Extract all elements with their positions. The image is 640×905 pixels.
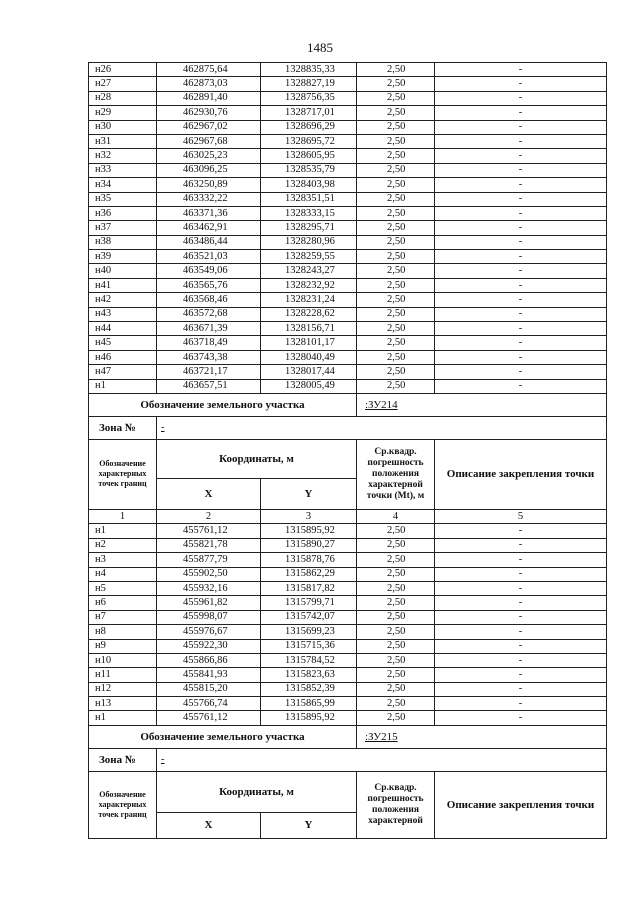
header-row-1	[89, 439, 607, 478]
y-coordinate-cell: 1315878,76	[261, 553, 357, 567]
accuracy-cell: 2,50	[357, 711, 435, 725]
header-y: Y	[261, 812, 357, 838]
point-id-cell: н35	[89, 192, 157, 206]
description-cell: -	[435, 336, 607, 350]
y-coordinate-cell: 1328696,29	[261, 120, 357, 134]
description-cell: -	[435, 192, 607, 206]
point-id-cell: н42	[89, 293, 157, 307]
x-coordinate-cell: 463521,03	[157, 250, 261, 264]
header-accuracy: Ср.квадр. погрешность положения характерной точки (Mt), м	[357, 439, 435, 509]
point-id-cell: н10	[89, 653, 157, 667]
accuracy-cell: 2,50	[357, 278, 435, 292]
description-cell: -	[435, 278, 607, 292]
accuracy-cell: 2,50	[357, 581, 435, 595]
point-id-cell: н33	[89, 163, 157, 177]
description-cell: -	[435, 639, 607, 653]
table-row	[89, 653, 607, 667]
table-row	[89, 192, 607, 206]
parcel-row	[89, 725, 607, 748]
point-id-cell: н13	[89, 697, 157, 711]
accuracy-cell: 2,50	[357, 567, 435, 581]
table-body-section1	[89, 63, 607, 394]
x-coordinate-cell: 455815,20	[157, 682, 261, 696]
x-coordinate-cell: 455761,12	[157, 524, 261, 538]
table-row	[89, 149, 607, 163]
x-coordinate-cell: 463657,51	[157, 379, 261, 393]
point-id-cell: н47	[89, 365, 157, 379]
y-coordinate-cell: 1328605,95	[261, 149, 357, 163]
y-coordinate-cell: 1315862,29	[261, 567, 357, 581]
table-row	[89, 697, 607, 711]
point-id-cell: н44	[89, 322, 157, 336]
description-cell: -	[435, 149, 607, 163]
point-id-cell: н36	[89, 206, 157, 220]
description-cell: -	[435, 524, 607, 538]
zone-row	[89, 416, 607, 439]
table-row	[89, 365, 607, 379]
point-id-cell: н1	[89, 524, 157, 538]
table-row	[89, 524, 607, 538]
y-coordinate-cell: 1328717,01	[261, 106, 357, 120]
table-row	[89, 77, 607, 91]
table-row	[89, 711, 607, 725]
accuracy-cell: 2,50	[357, 293, 435, 307]
header-point: Обозначение характерных точек границ	[89, 771, 157, 838]
header-y: Y	[261, 478, 357, 509]
x-coordinate-cell: 463572,68	[157, 307, 261, 321]
description-cell: -	[435, 581, 607, 595]
point-id-cell: н43	[89, 307, 157, 321]
description-cell: -	[435, 120, 607, 134]
y-coordinate-cell: 1328005,49	[261, 379, 357, 393]
description-cell: -	[435, 653, 607, 667]
x-coordinate-cell: 455866,86	[157, 653, 261, 667]
description-cell: -	[435, 350, 607, 364]
description-cell: -	[435, 711, 607, 725]
zone-label: Зона №	[89, 748, 157, 771]
table-row	[89, 91, 607, 105]
description-cell: -	[435, 221, 607, 235]
point-id-cell: н1	[89, 379, 157, 393]
page-number: 1485	[307, 40, 333, 55]
table-row	[89, 163, 607, 177]
y-coordinate-cell: 1328040,49	[261, 350, 357, 364]
x-coordinate-cell: 463743,38	[157, 350, 261, 364]
y-coordinate-cell: 1315852,39	[261, 682, 357, 696]
y-coordinate-cell: 1315823,63	[261, 668, 357, 682]
table-row	[89, 63, 607, 77]
y-coordinate-cell: 1328259,55	[261, 250, 357, 264]
header-row-1	[89, 771, 607, 812]
y-coordinate-cell: 1328333,15	[261, 206, 357, 220]
x-coordinate-cell: 463096,25	[157, 163, 261, 177]
accuracy-cell: 2,50	[357, 682, 435, 696]
x-coordinate-cell: 462875,64	[157, 63, 261, 77]
description-cell: -	[435, 264, 607, 278]
accuracy-cell: 2,50	[357, 221, 435, 235]
accuracy-cell: 2,50	[357, 322, 435, 336]
x-coordinate-cell: 462967,02	[157, 120, 261, 134]
accuracy-cell: 2,50	[357, 307, 435, 321]
point-id-cell: н27	[89, 77, 157, 91]
column-number-row	[89, 509, 607, 523]
x-coordinate-cell: 463568,46	[157, 293, 261, 307]
y-coordinate-cell: 1315699,23	[261, 625, 357, 639]
y-coordinate-cell: 1328243,27	[261, 264, 357, 278]
x-coordinate-cell: 455922,30	[157, 639, 261, 653]
description-cell: -	[435, 567, 607, 581]
point-id-cell: н1	[89, 711, 157, 725]
y-coordinate-cell: 1315784,52	[261, 653, 357, 667]
table-row	[89, 278, 607, 292]
table-row	[89, 682, 607, 696]
x-coordinate-cell: 463565,76	[157, 278, 261, 292]
point-id-cell: н39	[89, 250, 157, 264]
table-row	[89, 134, 607, 148]
y-coordinate-cell: 1315799,71	[261, 596, 357, 610]
accuracy-cell: 2,50	[357, 625, 435, 639]
x-coordinate-cell: 463332,22	[157, 192, 261, 206]
accuracy-cell: 2,50	[357, 235, 435, 249]
description-cell: -	[435, 596, 607, 610]
table-row	[89, 206, 607, 220]
description-cell: -	[435, 553, 607, 567]
point-id-cell: н9	[89, 639, 157, 653]
point-id-cell: н34	[89, 178, 157, 192]
point-id-cell: н30	[89, 120, 157, 134]
y-coordinate-cell: 1328156,71	[261, 322, 357, 336]
y-coordinate-cell: 1328295,71	[261, 221, 357, 235]
col-num-3: 3	[261, 509, 357, 523]
accuracy-cell: 2,50	[357, 336, 435, 350]
accuracy-cell: 2,50	[357, 365, 435, 379]
accuracy-cell: 2,50	[357, 639, 435, 653]
point-id-cell: н28	[89, 91, 157, 105]
point-id-cell: н41	[89, 278, 157, 292]
x-coordinate-cell: 463718,49	[157, 336, 261, 350]
y-coordinate-cell: 1328228,62	[261, 307, 357, 321]
x-coordinate-cell: 462930,76	[157, 106, 261, 120]
header-description: Описание закрепления точки	[435, 771, 607, 838]
header-x: X	[157, 478, 261, 509]
table-row	[89, 322, 607, 336]
x-coordinate-cell: 463025,23	[157, 149, 261, 163]
accuracy-cell: 2,50	[357, 264, 435, 278]
accuracy-cell: 2,50	[357, 63, 435, 77]
header-accuracy: Ср.квадр. погрешность положения характерной	[357, 771, 435, 838]
description-cell: -	[435, 379, 607, 393]
y-coordinate-cell: 1315895,92	[261, 711, 357, 725]
table-row	[89, 668, 607, 682]
description-cell: -	[435, 322, 607, 336]
y-coordinate-cell: 1328280,96	[261, 235, 357, 249]
accuracy-cell: 2,50	[357, 134, 435, 148]
point-id-cell: н6	[89, 596, 157, 610]
accuracy-cell: 2,50	[357, 668, 435, 682]
x-coordinate-cell: 455821,78	[157, 538, 261, 552]
description-cell: -	[435, 307, 607, 321]
y-coordinate-cell: 1315890,27	[261, 538, 357, 552]
point-id-cell: н2	[89, 538, 157, 552]
y-coordinate-cell: 1328351,51	[261, 192, 357, 206]
description-cell: -	[435, 106, 607, 120]
accuracy-cell: 2,50	[357, 163, 435, 177]
point-id-cell: н3	[89, 553, 157, 567]
y-coordinate-cell: 1315817,82	[261, 581, 357, 595]
x-coordinate-cell: 455976,67	[157, 625, 261, 639]
table-row	[89, 639, 607, 653]
table-row	[89, 264, 607, 278]
y-coordinate-cell: 1328403,98	[261, 178, 357, 192]
x-coordinate-cell: 462967,68	[157, 134, 261, 148]
y-coordinate-cell: 1328535,79	[261, 163, 357, 177]
table-row	[89, 250, 607, 264]
accuracy-cell: 2,50	[357, 106, 435, 120]
description-cell: -	[435, 365, 607, 379]
point-id-cell: н46	[89, 350, 157, 364]
point-id-cell: н45	[89, 336, 157, 350]
table-row	[89, 350, 607, 364]
y-coordinate-cell: 1328695,72	[261, 134, 357, 148]
description-cell: -	[435, 235, 607, 249]
accuracy-cell: 2,50	[357, 596, 435, 610]
description-cell: -	[435, 91, 607, 105]
zone-value: -	[157, 416, 607, 439]
parcel-value: :ЗУ215	[357, 725, 607, 748]
description-cell: -	[435, 682, 607, 696]
description-cell: -	[435, 250, 607, 264]
description-cell: -	[435, 63, 607, 77]
description-cell: -	[435, 163, 607, 177]
accuracy-cell: 2,50	[357, 610, 435, 624]
point-id-cell: н31	[89, 134, 157, 148]
x-coordinate-cell: 462873,03	[157, 77, 261, 91]
description-cell: -	[435, 625, 607, 639]
table-row	[89, 581, 607, 595]
x-coordinate-cell: 455841,93	[157, 668, 261, 682]
y-coordinate-cell: 1328835,33	[261, 63, 357, 77]
table-row	[89, 553, 607, 567]
point-id-cell: н4	[89, 567, 157, 581]
x-coordinate-cell: 455998,07	[157, 610, 261, 624]
accuracy-cell: 2,50	[357, 178, 435, 192]
parcel-label: Обозначение земельного участка	[89, 725, 357, 748]
table-row	[89, 610, 607, 624]
col-num-2: 2	[157, 509, 261, 523]
x-coordinate-cell: 455932,16	[157, 581, 261, 595]
table-row	[89, 336, 607, 350]
table-row	[89, 235, 607, 249]
y-coordinate-cell: 1328232,92	[261, 278, 357, 292]
y-coordinate-cell: 1328756,35	[261, 91, 357, 105]
accuracy-cell: 2,50	[357, 653, 435, 667]
header-coords: Координаты, м	[157, 439, 357, 478]
accuracy-cell: 2,50	[357, 697, 435, 711]
accuracy-cell: 2,50	[357, 538, 435, 552]
header-description: Описание закрепления точки	[435, 439, 607, 509]
y-coordinate-cell: 1315715,36	[261, 639, 357, 653]
table-row	[89, 221, 607, 235]
parcel-value: :ЗУ214	[357, 393, 607, 416]
y-coordinate-cell: 1328017,44	[261, 365, 357, 379]
point-id-cell: н26	[89, 63, 157, 77]
table-row	[89, 379, 607, 393]
y-coordinate-cell: 1315742,07	[261, 610, 357, 624]
point-id-cell: н32	[89, 149, 157, 163]
table-row	[89, 596, 607, 610]
accuracy-cell: 2,50	[357, 77, 435, 91]
x-coordinate-cell: 455961,82	[157, 596, 261, 610]
table-row	[89, 120, 607, 134]
header-x: X	[157, 812, 261, 838]
point-id-cell: н12	[89, 682, 157, 696]
x-coordinate-cell: 463549,06	[157, 264, 261, 278]
table-row	[89, 178, 607, 192]
accuracy-cell: 2,50	[357, 149, 435, 163]
description-cell: -	[435, 77, 607, 91]
description-cell: -	[435, 178, 607, 192]
x-coordinate-cell: 463671,39	[157, 322, 261, 336]
x-coordinate-cell: 463486,44	[157, 235, 261, 249]
table-row	[89, 538, 607, 552]
table-body-section2-rows	[89, 524, 607, 725]
description-cell: -	[435, 206, 607, 220]
table-row	[89, 307, 607, 321]
x-coordinate-cell: 462891,40	[157, 91, 261, 105]
x-coordinate-cell: 455877,79	[157, 553, 261, 567]
description-cell: -	[435, 697, 607, 711]
table-body-section3	[89, 725, 607, 838]
table-row	[89, 293, 607, 307]
x-coordinate-cell: 463250,89	[157, 178, 261, 192]
point-id-cell: н8	[89, 625, 157, 639]
x-coordinate-cell: 455766,74	[157, 697, 261, 711]
x-coordinate-cell: 463462,91	[157, 221, 261, 235]
accuracy-cell: 2,50	[357, 192, 435, 206]
description-cell: -	[435, 293, 607, 307]
table-row	[89, 106, 607, 120]
accuracy-cell: 2,50	[357, 120, 435, 134]
table-row	[89, 567, 607, 581]
description-cell: -	[435, 668, 607, 682]
parcel-label: Обозначение земельного участка	[89, 393, 357, 416]
col-num-1: 1	[89, 509, 157, 523]
point-id-cell: н11	[89, 668, 157, 682]
parcel-row	[89, 393, 607, 416]
description-cell: -	[435, 134, 607, 148]
col-num-5: 5	[435, 509, 607, 523]
header-point: Обозначение характерных точек границ	[89, 439, 157, 509]
point-id-cell: н5	[89, 581, 157, 595]
description-cell: -	[435, 610, 607, 624]
accuracy-cell: 2,50	[357, 91, 435, 105]
accuracy-cell: 2,50	[357, 250, 435, 264]
point-id-cell: н38	[89, 235, 157, 249]
x-coordinate-cell: 463371,36	[157, 206, 261, 220]
accuracy-cell: 2,50	[357, 350, 435, 364]
point-id-cell: н37	[89, 221, 157, 235]
y-coordinate-cell: 1328101,17	[261, 336, 357, 350]
coordinates-table	[88, 62, 607, 839]
y-coordinate-cell: 1328827,19	[261, 77, 357, 91]
x-coordinate-cell: 455761,12	[157, 711, 261, 725]
table-row	[89, 625, 607, 639]
accuracy-cell: 2,50	[357, 553, 435, 567]
y-coordinate-cell: 1315865,99	[261, 697, 357, 711]
point-id-cell: н29	[89, 106, 157, 120]
accuracy-cell: 2,50	[357, 206, 435, 220]
zone-label: Зона №	[89, 416, 157, 439]
x-coordinate-cell: 463721,17	[157, 365, 261, 379]
zone-value: -	[157, 748, 607, 771]
y-coordinate-cell: 1315895,92	[261, 524, 357, 538]
description-cell: -	[435, 538, 607, 552]
point-id-cell: н40	[89, 264, 157, 278]
accuracy-cell: 2,50	[357, 524, 435, 538]
header-coords: Координаты, м	[157, 771, 357, 812]
zone-row	[89, 748, 607, 771]
point-id-cell: н7	[89, 610, 157, 624]
x-coordinate-cell: 455902,50	[157, 567, 261, 581]
y-coordinate-cell: 1328231,24	[261, 293, 357, 307]
table-body-section2	[89, 393, 607, 523]
col-num-4: 4	[357, 509, 435, 523]
accuracy-cell: 2,50	[357, 379, 435, 393]
